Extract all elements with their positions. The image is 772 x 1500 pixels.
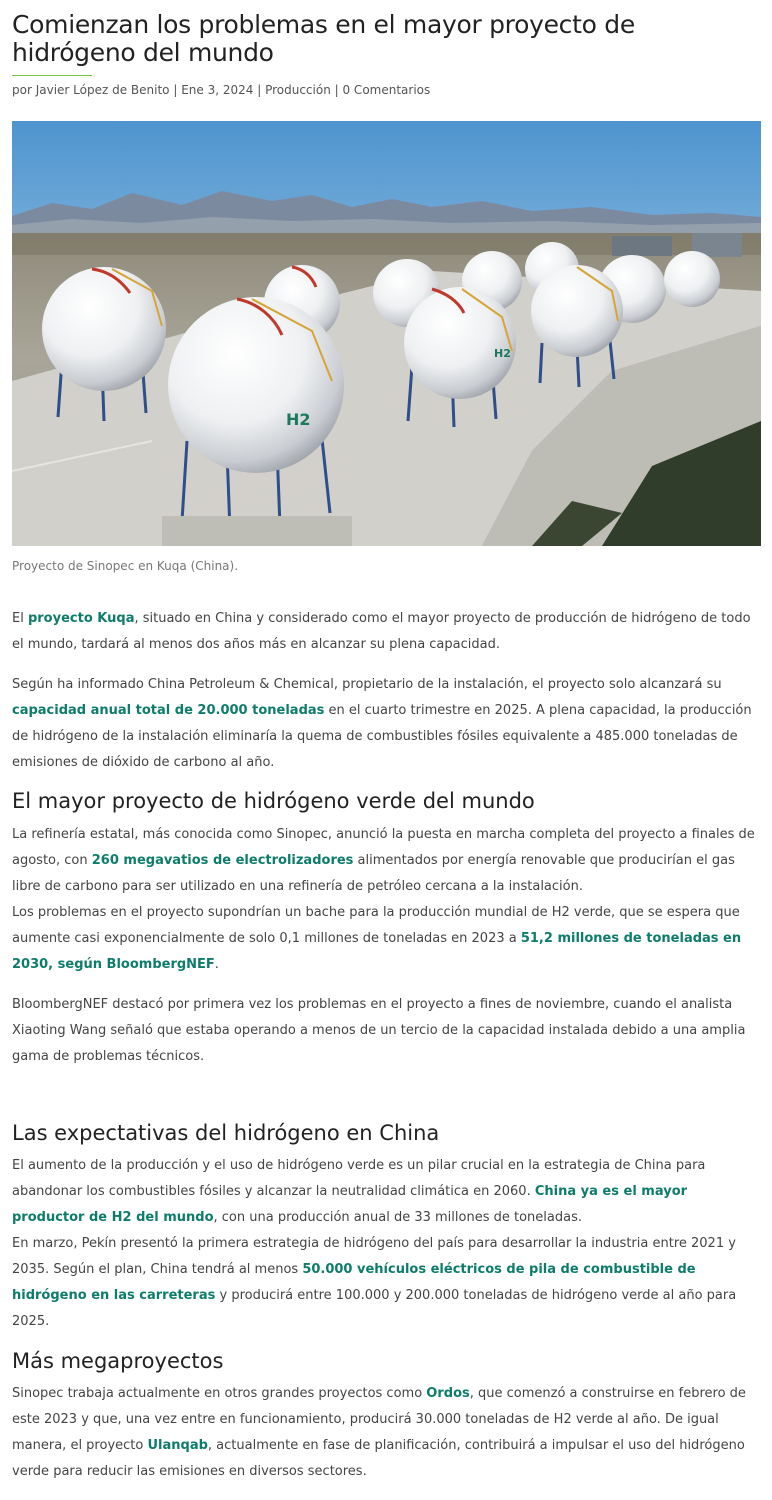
article-meta	[12, 82, 430, 98]
meta-by: por	[12, 83, 36, 97]
section-heading-expectativas: Las expectativas del hidrógeno en China	[12, 1121, 440, 1145]
text-run: alimentados por energía renovable que producirían el gas libre de carbono para ser utilizado en una refinería de petróleo cercana a la instalación.	[12, 853, 735, 894]
text-run: , actualmente en fase de planificación, contribuirá a impulsar el uso del hidrógeno verde para reducir las emisiones en diversos sectores.	[12, 1438, 745, 1479]
text-run: , con una producción anual de 33 millones de toneladas.	[213, 1210, 582, 1225]
text-run: La refinería estatal, más conocida como Sinopec, anunció la puesta en marcha completa del proyecto a finales de agosto, con	[12, 827, 755, 868]
link-electrolizadores[interactable]: 260 megavatios de electrolizadores	[91, 853, 354, 868]
comments-link[interactable]: 0 Comentarios	[342, 83, 431, 97]
paragraph-capacity	[12, 672, 762, 776]
paragraph-sinopec	[12, 822, 762, 978]
text-run: , que comenzó a construirse en febrero de este 2023 y que, una vez entre en funcionamiento, producirá 30.000 toneladas de H2 verde al año. De igual manera, el proyecto	[12, 1386, 746, 1453]
article-title: Comienzan los problemas en el mayor proyecto de hidrógeno del mundo	[12, 10, 635, 67]
publish-date: Ene 3, 2024	[181, 83, 254, 97]
section-heading-megaproyectos: Más megaproyectos	[12, 1349, 224, 1373]
paragraph-megaproyectos	[12, 1381, 762, 1485]
text-run: en el cuarto trimestre en 2025. A plena capacidad, la producción de hidrógeno de la instalación eliminaría la quema de combustibles fósiles equivalente a 485.000 toneladas de emisiones de dióxido de carbono al año.	[12, 703, 752, 770]
link-bloombergnef[interactable]: 51,2 millones de toneladas en 2030, según BloombergNEF	[12, 931, 742, 972]
category-link[interactable]: Producción	[265, 83, 331, 97]
link-ordos[interactable]: Ordos	[426, 1386, 470, 1401]
author-link[interactable]: Javier López de Benito	[35, 83, 170, 97]
text-run: El aumento de la producción y el uso de hidrógeno verde es un pilar crucial en la estrategia de China para abandonar los combustibles fósiles y alcanzar la neutralidad climática en 2060.	[12, 1158, 706, 1199]
image-caption: Proyecto de Sinopec en Kuqa (China).	[12, 559, 239, 573]
link-vehiculos-electricos[interactable]: 50.000 vehículos eléctricos de pila de combustible de hidrógeno en las carreteras	[12, 1262, 696, 1303]
text-run: , situado en China y considerado como el mayor proyecto de producción de hidrógeno de todo el mundo, tardará al menos dos años más en alcanzar su plena capacidad.	[12, 611, 751, 652]
link-capacidad-anual[interactable]: capacidad anual total de 20.000 toneladas	[12, 703, 325, 718]
title-underline	[12, 75, 92, 76]
paragraph-intro	[12, 606, 762, 658]
link-ulanqab[interactable]: Ulanqab	[147, 1438, 208, 1453]
paragraph-bloombergnef: BloombergNEF destacó por primera vez los problemas en el proyecto a fines de noviembre, cuando el analista Xiaoting Wang señaló que estaba operando a menos de un tercio de la capacidad instalada debido a una amplia gama de problemas técnicos.	[12, 997, 746, 1064]
text-run: Los problemas en el proyecto supondrían un bache para la producción mundial de H2 verde, que se espera que aumente casi exponencialmente de solo 0,1 millones de toneladas en 2023 a	[12, 905, 740, 946]
hero-image	[12, 121, 761, 546]
paragraph-expectativas	[12, 1153, 762, 1335]
text-run: Sinopec trabaja actualmente en otros grandes proyectos como	[12, 1386, 427, 1401]
text-run: El	[12, 611, 28, 626]
meta-separator: |	[253, 83, 266, 97]
text-run: En marzo, Pekín presentó la primera estrategia de hidrógeno del país para desarrollar la industria entre 2021 y 2035. Según el plan, China tendrá al menos	[12, 1236, 736, 1277]
text-run: .	[214, 957, 219, 972]
text-run: Según ha informado China Petroleum & Chemical, propietario de la instalación, el proyecto solo alcanzará su	[12, 677, 722, 692]
text-run: y producirá entre 100.000 y 200.000 toneladas de hidrógeno verde al año para 2025.	[12, 1288, 737, 1329]
tank-h2-label: H2	[494, 347, 511, 360]
link-mayor-productor[interactable]: China ya es el mayor productor de H2 del mundo	[12, 1184, 688, 1225]
section-heading-mayor-proyecto: El mayor proyecto de hidrógeno verde del mundo	[12, 789, 535, 813]
link-proyecto-kuqa[interactable]: proyecto Kuqa	[27, 611, 135, 626]
tank-h2-label: H2	[286, 410, 311, 429]
meta-separator: |	[169, 83, 182, 97]
meta-separator: |	[330, 83, 343, 97]
